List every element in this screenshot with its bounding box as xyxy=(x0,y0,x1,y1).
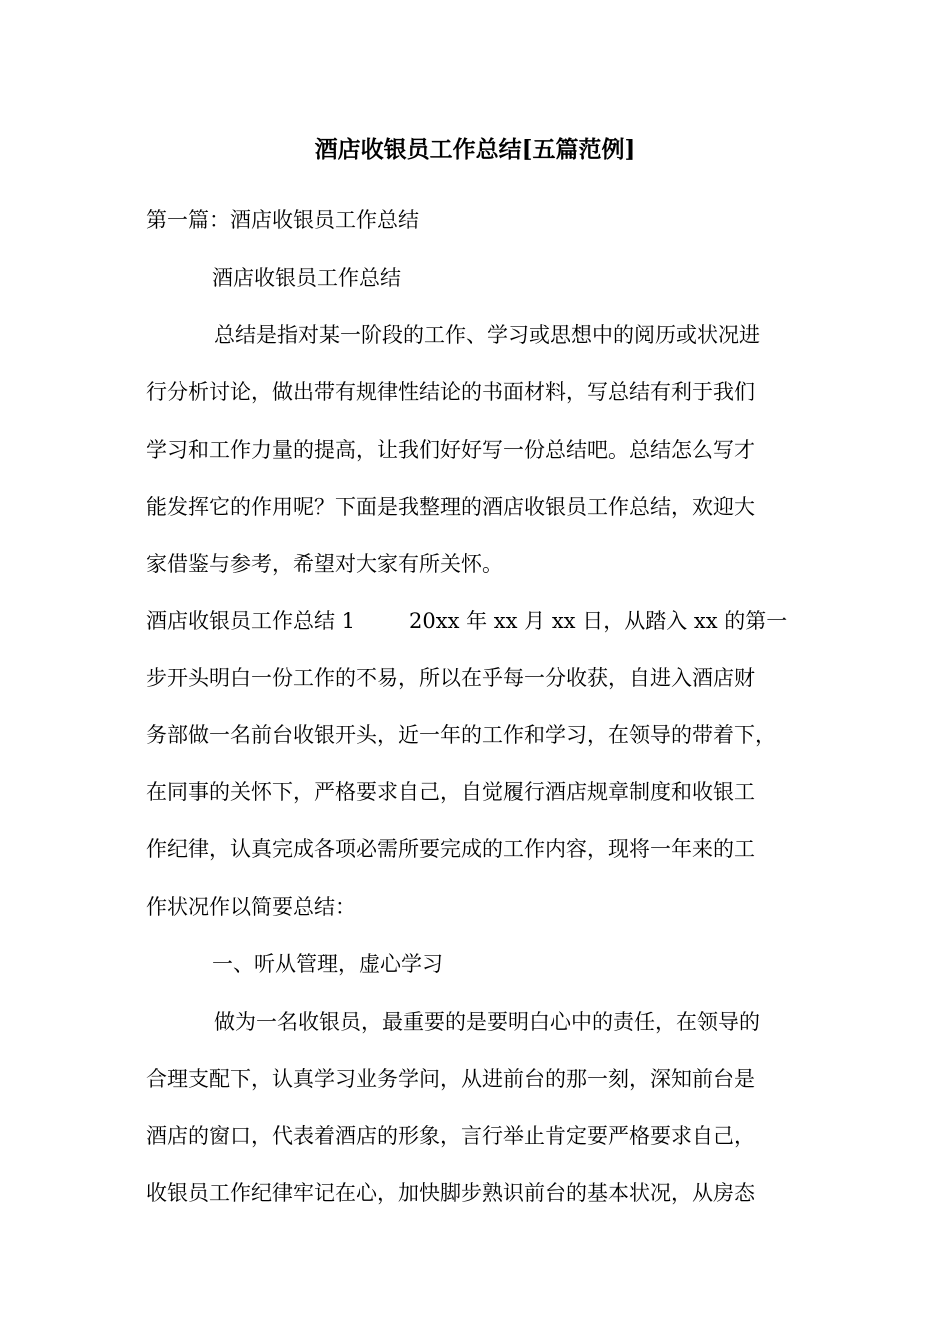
paragraph-line: 学习和工作力量的提高，让我们好好写一份总结吧。总结怎么写才 xyxy=(146,438,755,462)
paragraph-line: 总结是指对某一阶段的工作、学习或思想中的阅历或状况进 xyxy=(214,323,760,347)
paragraph-line: 能发挥它的作用呢？下面是我整理的酒店收银员工作总结，欢迎大 xyxy=(146,495,755,519)
paragraph-line xyxy=(146,605,787,637)
paragraph-line: 在同事的关怀下，严格要求自己，自觉履行酒店规章制度和收银工 xyxy=(146,780,755,804)
document-title: 酒店收银员工作总结[五篇范例] xyxy=(314,136,636,163)
paragraph-line: 家借鉴与参考，希望对大家有所关怀。 xyxy=(146,552,503,576)
section-heading: 第一篇：酒店收银员工作总结 xyxy=(146,208,419,232)
paragraph-line: 酒店的窗口，代表着酒店的形象，言行举止肯定要严格要求自己， xyxy=(146,1124,755,1148)
entry-date-text: 20xx 年 xx 月 xx 日，从踏入 xx 的第一 xyxy=(409,609,788,633)
entry-heading: 酒店收银员工作总结 1 xyxy=(146,609,356,633)
subheading: 酒店收银员工作总结 xyxy=(212,266,401,290)
paragraph-line: 做为一名收银员，最重要的是要明白心中的责任，在领导的 xyxy=(214,1010,760,1034)
paragraph-line: 合理支配下，认真学习业务学问，从进前台的那一刻，深知前台是 xyxy=(146,1067,755,1091)
paragraph-line: 务部做一名前台收银开头，近一年的工作和学习，在领导的带着下， xyxy=(146,723,776,747)
section-subheading: 一、听从管理，虚心学习 xyxy=(212,952,443,976)
paragraph-line: 步开头明白一份工作的不易，所以在乎每一分收获，自进入酒店财 xyxy=(146,666,755,690)
paragraph-line: 作状况作以简要总结： xyxy=(146,895,356,919)
paragraph-line: 行分析讨论，做出带有规律性结论的书面材料，写总结有利于我们 xyxy=(146,380,755,404)
paragraph-line: 作纪律，认真完成各项必需所要完成的工作内容，现将一年来的工 xyxy=(146,837,755,861)
paragraph-line: 收银员工作纪律牢记在心，加快脚步熟识前台的基本状况，从房态 xyxy=(146,1181,755,1205)
